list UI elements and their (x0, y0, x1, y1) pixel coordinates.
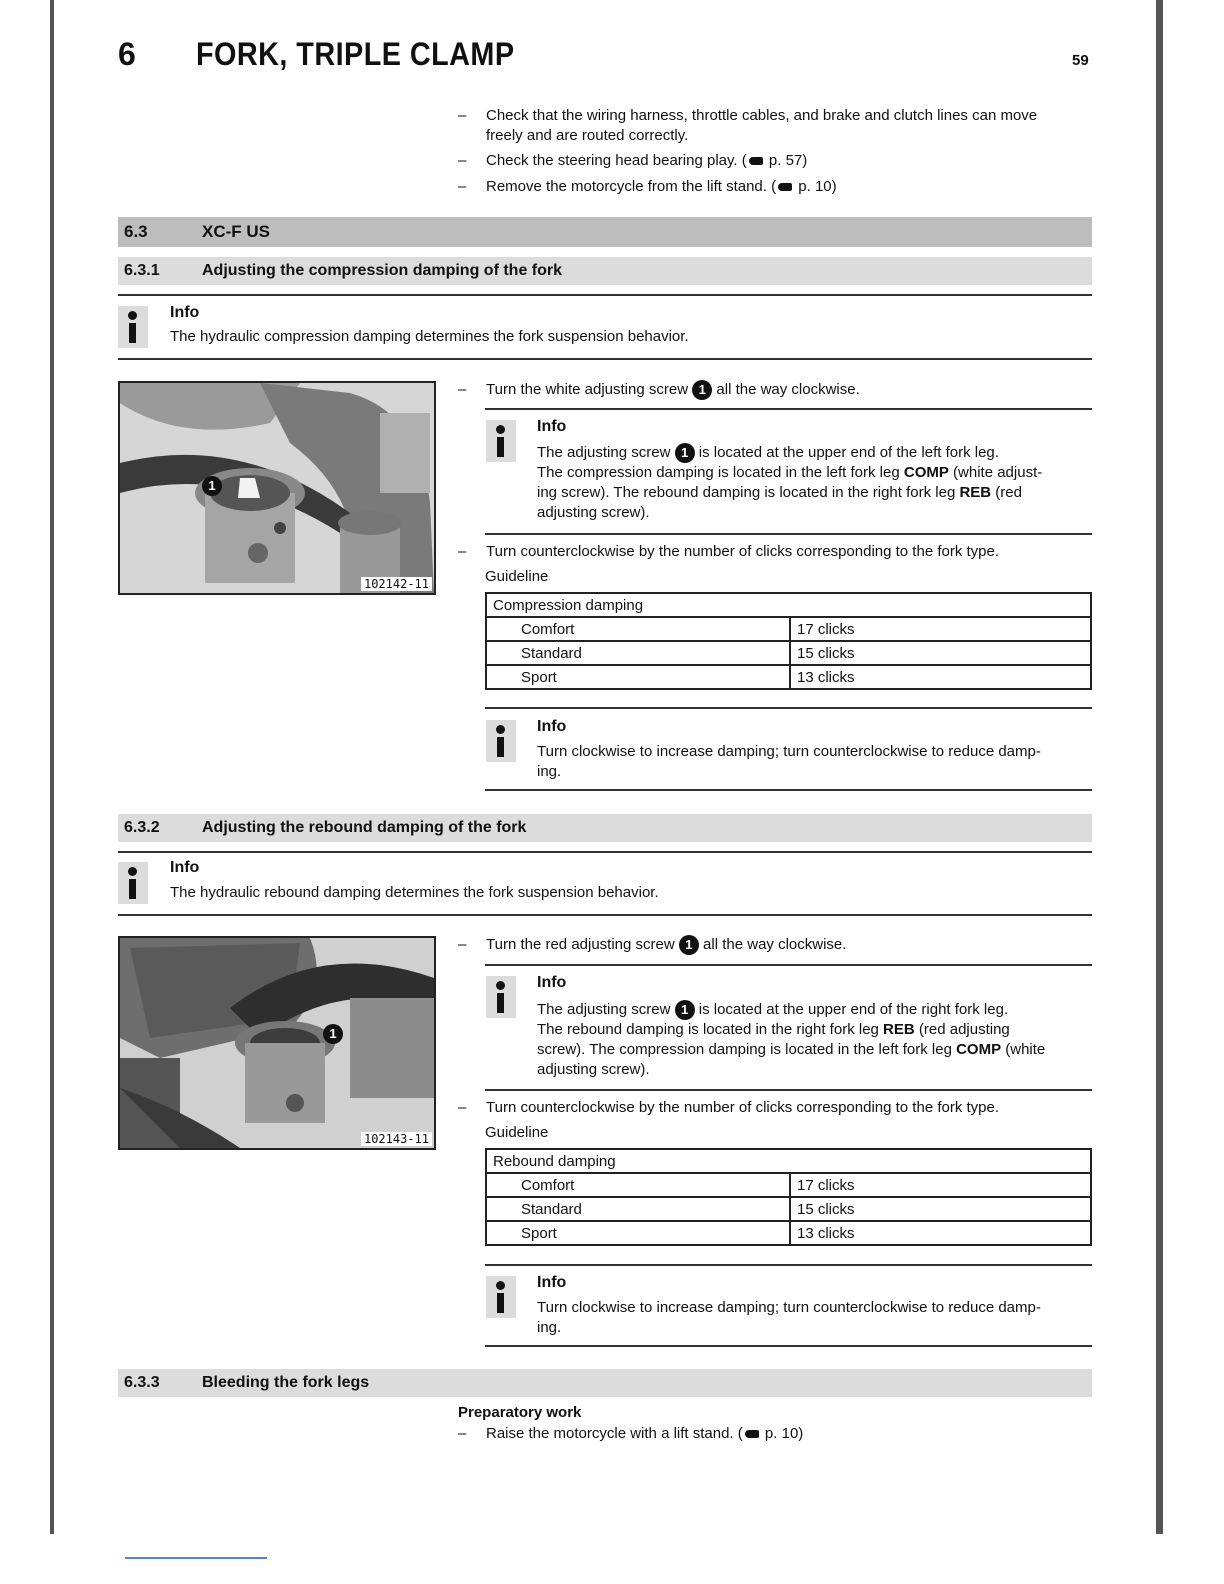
info-title: Info (170, 859, 200, 876)
info-text: Turn clockwise to increase damping; turn counterclockwise to reduce damp- ing. (537, 1299, 1041, 1336)
divider (485, 789, 1092, 791)
info-text: Turn clockwise to increase damping; turn counterclockwise to reduce damp- ing. (537, 743, 1041, 780)
guideline-label: Guideline (485, 1124, 549, 1141)
step-item: – Turn counterclockwise by the number of clicks corresponding to the fork type. (458, 1099, 1000, 1116)
table-header-row: Compression damping (486, 593, 1091, 617)
compression-damping-table (485, 592, 1092, 690)
callout-marker: 1 (202, 476, 222, 496)
page-frame-left (50, 0, 54, 1534)
step-item: – Turn the white adjusting screw 1 all the way clockwise. (458, 380, 1098, 400)
info-icon (486, 1276, 516, 1318)
list-item: – Remove the motorcycle from the lift stand. ( p. 10) (458, 178, 837, 195)
table-row: Sport 13 clicks (486, 665, 1091, 689)
callout-marker: 1 (323, 1024, 343, 1044)
info-icon (486, 976, 516, 1018)
pointing-hand-icon (778, 183, 792, 191)
fork-compression-photo (118, 381, 436, 595)
info-title: Info (537, 1274, 567, 1291)
guideline-label: Guideline (485, 568, 549, 585)
photo-label: 102143-11 (361, 1132, 432, 1146)
subsection-heading: 6.3.1 Adjusting the compression damping of the fork (118, 257, 1092, 285)
list-item: – Raise the motorcycle with a lift stand. ( p. 10) (458, 1425, 804, 1442)
preparatory-work-title: Preparatory work (458, 1404, 582, 1421)
table-row: Standard 15 clicks (486, 1197, 1091, 1221)
table-header-row: Rebound damping (486, 1149, 1091, 1173)
divider (485, 1264, 1092, 1266)
page-frame-right (1156, 0, 1163, 1534)
step-item: – Turn counterclockwise by the number of clicks corresponding to the fork type. (458, 543, 1000, 560)
table-row: Sport 13 clicks (486, 1221, 1091, 1245)
divider (485, 964, 1092, 966)
divider (118, 851, 1092, 853)
info-icon (118, 306, 148, 348)
chapter-title: FORK, TRIPLE CLAMP (196, 36, 515, 72)
section-heading: 6.3 XC-F US (118, 217, 1092, 247)
info-text: The hydraulic compression damping determines the fork suspension behavior. (170, 328, 689, 345)
step-item: – Turn the red adjusting screw 1 all the way clockwise. (458, 935, 1098, 955)
divider (118, 358, 1092, 360)
table-row: Comfort 17 clicks (486, 1173, 1091, 1197)
page-number: 59 (1072, 52, 1089, 69)
info-title: Info (537, 974, 567, 991)
list-item: – Check that the wiring harness, throttle cables, and brake and clutch lines can move freely and are routed correctly. (458, 107, 1038, 144)
chapter-number: 6 (118, 36, 136, 72)
callout-marker: 1 (679, 935, 699, 955)
table-row: Comfort 17 clicks (486, 617, 1091, 641)
pointing-hand-icon (749, 157, 763, 165)
info-icon (486, 420, 516, 462)
divider (118, 914, 1092, 916)
subsection-heading: 6.3.2 Adjusting the rebound damping of the fork (118, 814, 1092, 842)
divider (485, 408, 1092, 410)
divider (485, 1089, 1092, 1091)
info-icon (118, 862, 148, 904)
divider (118, 294, 1092, 296)
photo-label: 102142-11 (361, 577, 432, 591)
divider (485, 707, 1092, 709)
subsection-heading: 6.3.3 Bleeding the fork legs (118, 1369, 1092, 1397)
pointing-hand-icon (745, 1430, 759, 1438)
info-text: The adjusting screw 1 is located at the upper end of the left fork leg. The compression damping is located in the left fork leg COMP (white adjust- ing screw). The rebound damping is located in the right fork leg REB (red adjusting screw). (537, 444, 1043, 522)
divider (485, 533, 1092, 535)
info-title: Info (537, 418, 567, 435)
info-icon (486, 720, 516, 762)
list-item: – Check the steering head bearing play. ( p. 57) (458, 152, 808, 169)
rebound-damping-table (485, 1148, 1092, 1246)
callout-marker: 1 (675, 1000, 695, 1020)
table-row: Standard 15 clicks (486, 641, 1091, 665)
callout-marker: 1 (692, 380, 712, 400)
info-title: Info (537, 718, 567, 735)
callout-marker: 1 (675, 443, 695, 463)
fork-rebound-photo (118, 936, 436, 1150)
divider (485, 1345, 1092, 1347)
bottom-link-underline[interactable] (125, 1557, 267, 1559)
info-text: The hydraulic rebound damping determines the fork suspension behavior. (170, 884, 659, 901)
info-text: The adjusting screw 1 is located at the upper end of the right fork leg. The rebound damping is located in the right fork leg REB (red adjusting screw). The compression damping is located in the left fork leg COMP (white adjusting screw). (537, 1001, 1046, 1079)
info-title: Info (170, 304, 200, 321)
